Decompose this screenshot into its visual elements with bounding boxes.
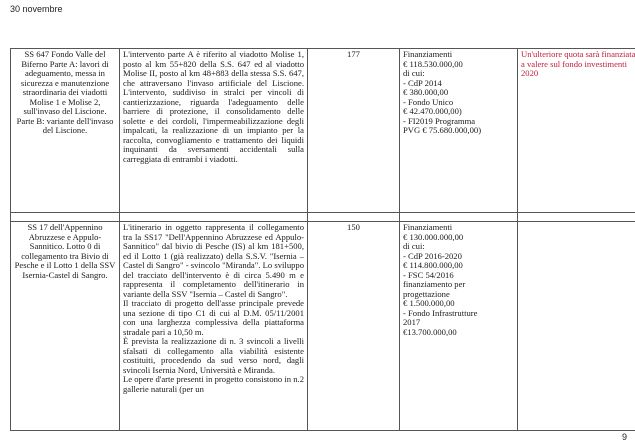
funding-line: Finanziamenti: [403, 49, 453, 59]
description-cell: [120, 222, 308, 431]
description-paragraph: L'itinerario in oggetto rappresenta il collegamento tra la SS17 "Dell'Appennino Abruzzese ed Appulo-Sannitico" dal bivio di Pesche (IS) al km 181+500, ed il Lotto 1 (già realizzato) della S.S.V. "Isernia – Castel di Sangro" - svincolo "Miranda". Lo sviluppo del tracciato dell'intervento è di circa 5.490 m e rappresenta il completamento dell'itinerario in variante della SSV "Isernia – Castel di Sangro".: [123, 222, 304, 299]
table-row: [11, 222, 635, 431]
projects-table: [10, 48, 635, 431]
description-paragraph: È prevista la realizzazione di n. 3 svincoli a livelli sfalsati di collegamento alla viabilità esistente costituiti, procedendo da sud verso nord, dagli svincoli Isernia Nord, Università e Miranda.: [123, 336, 304, 375]
funding-line: progettazione: [403, 288, 450, 299]
note-cell: [518, 222, 635, 431]
funding-line: - FI2019 Programma: [403, 115, 476, 126]
description-paragraph: Il tracciato di progetto dell'asse principale prevede una sezione di tipo C1 di cui al D.M. 05/11/2001 con una larghezza complessiva della piattaforma stradale pari a 10,50 m.: [123, 298, 304, 337]
funding-line: €13.700.000,00: [403, 326, 457, 337]
funding-line: € 114.800.000,00: [403, 260, 463, 270]
funding-line: € 130.000.000,00: [403, 231, 464, 242]
funding-line: di cui:: [403, 68, 425, 78]
funding-line: € 1.500.000,00: [403, 298, 455, 308]
funding-line: PVG € 75.680.000,00): [403, 125, 482, 135]
funding-line: - Fondo Unico: [403, 96, 454, 107]
project-title-cell: SS 647 Fondo Valle del Biferno Parte A: lavori di adeguamento, messa in sicurezza e manutenzione straordinaria dei viadotti Molise 1 e Molise 2, sull'invaso del Liscione. Parte B: variante dell'invaso del Liscione.: [11, 49, 120, 213]
funding-line: € 380.000,00: [403, 87, 449, 97]
funding-line: - CdP 2016-2020: [403, 250, 462, 261]
note-cell: Un'ulteriore quota sarà finanziata a valere sul fondo investimenti 2020: [518, 49, 635, 213]
funding-list: [403, 50, 514, 136]
funding-line: € 118.530.000,00: [403, 58, 463, 69]
funding-line: di cui:: [403, 241, 425, 251]
funding-line: € 42.470.000,00): [403, 106, 462, 116]
funding-line: - Fondo Infrastrutture: [403, 307, 478, 318]
funding-line: - CdP 2014: [403, 77, 442, 88]
funding-list: [403, 223, 514, 337]
table-row: [11, 49, 635, 213]
funding-line: - FSC 54/2016: [403, 269, 454, 280]
description-cell: L'intervento parte A è riferito al viadotto Molise 1, posto al km 55+820 della S.S. 647 ed al viadotto Molise II, posto al km 48+883 della stessa S.S. 647, che attraversano l'invaso artificiale del Liscione. L'intervento, suddiviso in stralci per vincoli di cantierizzazione, riguarda l'adeguamento delle barriere di protezione, il consolidamento delle solette e dei cordoli, l'impermeabilizzazione degli impalcati, la realizzazione di un impianto per la raccolta, convogliamento e trattamento dei liquidi inquinanti da sversamenti accidentali sulla carreggiata di entrambi i viadotti.: [120, 49, 308, 213]
page-number: 9: [621, 432, 627, 442]
row-separator: [11, 213, 635, 222]
funding-cell: [400, 222, 518, 431]
funding-line: Finanziamenti: [403, 222, 453, 232]
page-header-date: 30 novembre: [10, 4, 63, 14]
description-paragraph: Le opere d'arte presenti in progetto consistono in n.2 gallerie naturali (per un: [123, 374, 304, 394]
funding-line: finanziamento per: [403, 279, 466, 289]
code-cell: 150: [308, 222, 400, 431]
project-title-cell: SS 17 dell'Appennino Abruzzese e Appulo-Sannitico. Lotto 0 di collegamento tra Bivio di Pesche e il Lotto 1 della SSV Isernia-Castel di Sangro.: [11, 222, 120, 431]
funding-cell: [400, 49, 518, 213]
funding-line: 2017: [403, 317, 421, 327]
code-cell: 177: [308, 49, 400, 213]
